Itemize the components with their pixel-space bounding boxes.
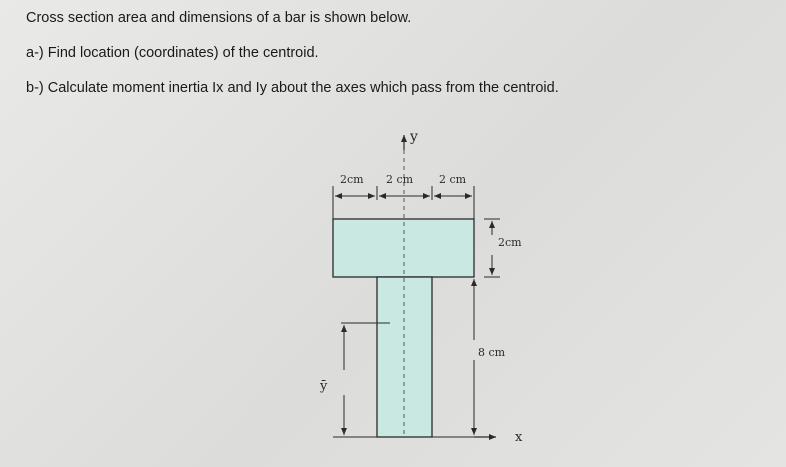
dim-top-left-label: 2cm	[340, 173, 364, 186]
web-rect	[377, 277, 432, 437]
ybar-label: ȳ	[320, 379, 328, 394]
problem-intro: Cross section area and dimensions of a bar is shown below.	[26, 10, 412, 26]
dim-top-mid-label: 2 cm	[386, 173, 414, 186]
problem-part-a: a-) Find location (coordinates) of the centroid.	[26, 45, 319, 61]
problem-part-b: b-) Calculate moment inertia Ix and Iy about the axes which pass from the centroid.	[26, 80, 559, 96]
dim-top-right-label: 2 cm	[439, 173, 467, 186]
dim-flange-label: 2cm	[498, 236, 522, 249]
y-axis-label: y	[410, 129, 418, 145]
dim-height-label: 8 cm	[478, 346, 506, 359]
x-axis-label: x	[515, 430, 523, 445]
